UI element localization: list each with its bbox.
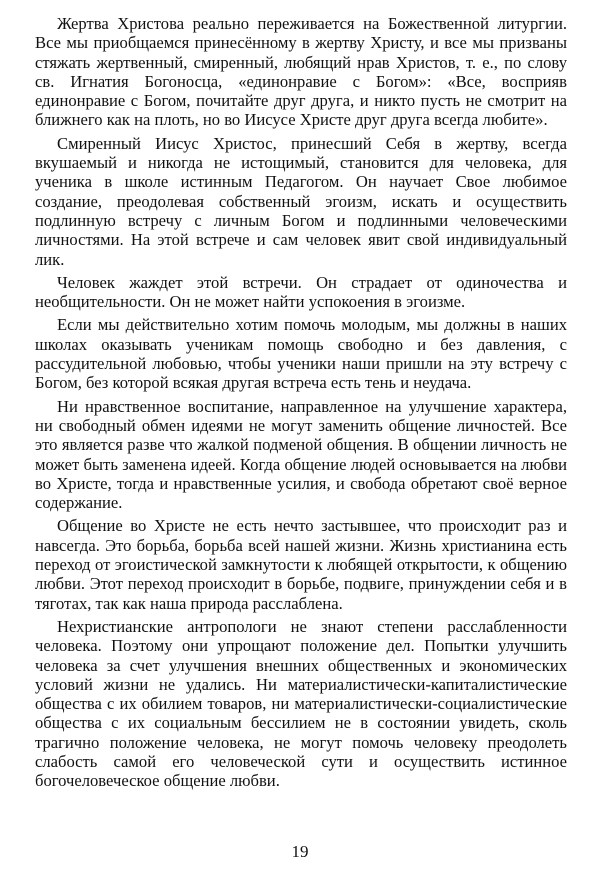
paragraph-6: Общение во Христе не есть нечто застывшее, что происходит раз и навсегда. Это борьба, борьба всей нашей жизни. Жизнь христианина есть переход от эгоистической замкнутости к любящей открытости, к общению любви. Этот переход происходит в борьбе, подвиге, принуждении себя и в тяготах, так как наша природа расслаблена. — [35, 516, 567, 613]
paragraph-1: Жертва Христова реально переживается на Божественной литургии. Все мы приобщаемся принесённому в жертву Христу, и все мы призваны стяжать жертвенный, смиренный, любящий нрав Христов, т. е., по слову св. Игнатия Богоносца, «единонравие с Богом»: «Все, восприяв единонравие с Богом, почитайте друг друга, и никто пусть не смотрит на ближнего как на плоть, но во Иисусе Христе друг друга всегда любите». — [35, 14, 567, 130]
paragraph-4: Если мы действительно хотим помочь молодым, мы должны в наших школах оказывать ученикам помощь свободно и без давления, с рассудительной любовью, чтобы ученики наши пришли на эту встречу с Богом, без которой всякая другая встреча есть тень и неудача. — [35, 315, 567, 393]
paragraph-7: Нехристианские антропологи не знают степени расслабленности человека. Поэтому они упрощают положение дел. Попытки улучшить человека за счет улучшения внешних общественных и экономических условий жизни не удались. Ни материалистически-капиталистические общества с их обилием товаров, ни материалистически-социалистические общества с их социальным бессилием не в состоянии увидеть, сколь трагично положение человека, не могут помочь человеку преодолеть слабость самой его человеческой сути и осуществить истинное богочеловеческое общение любви. — [35, 616, 567, 791]
paragraph-3: Человек жаждет этой встречи. Он страдает от одиночества и необщительности. Он не может найти успокоения в эгоизме. — [35, 272, 567, 312]
paragraph-2: Смиренный Иисус Христос, принесший Себя в жертву, всегда вкушаемый и никогда не истощимый, становится для человека, для ученика в школе истинным Педагогом. Он научает Свое любимое создание, преодолевая собственный эгоизм, искать и осуществить подлинную встречу с личным Богом и подлинными человеческими личностями. На этой встрече и сам человек явит свой индивидуальный лик. — [35, 133, 567, 269]
paragraph-5: Ни нравственное воспитание, направленное на улучшение характера, ни свободный обмен идеями не могут заменить общение личностей. Все это является разве что жалкой подменой общения. В общении личность не может быть заменена идеей. Когда общение людей основывается на любви во Христе, тогда и нравственные усилия, и свобода обретают своё верное содержание. — [35, 396, 567, 513]
body-text — [35, 14, 567, 795]
page-number: 19 — [291, 842, 309, 861]
